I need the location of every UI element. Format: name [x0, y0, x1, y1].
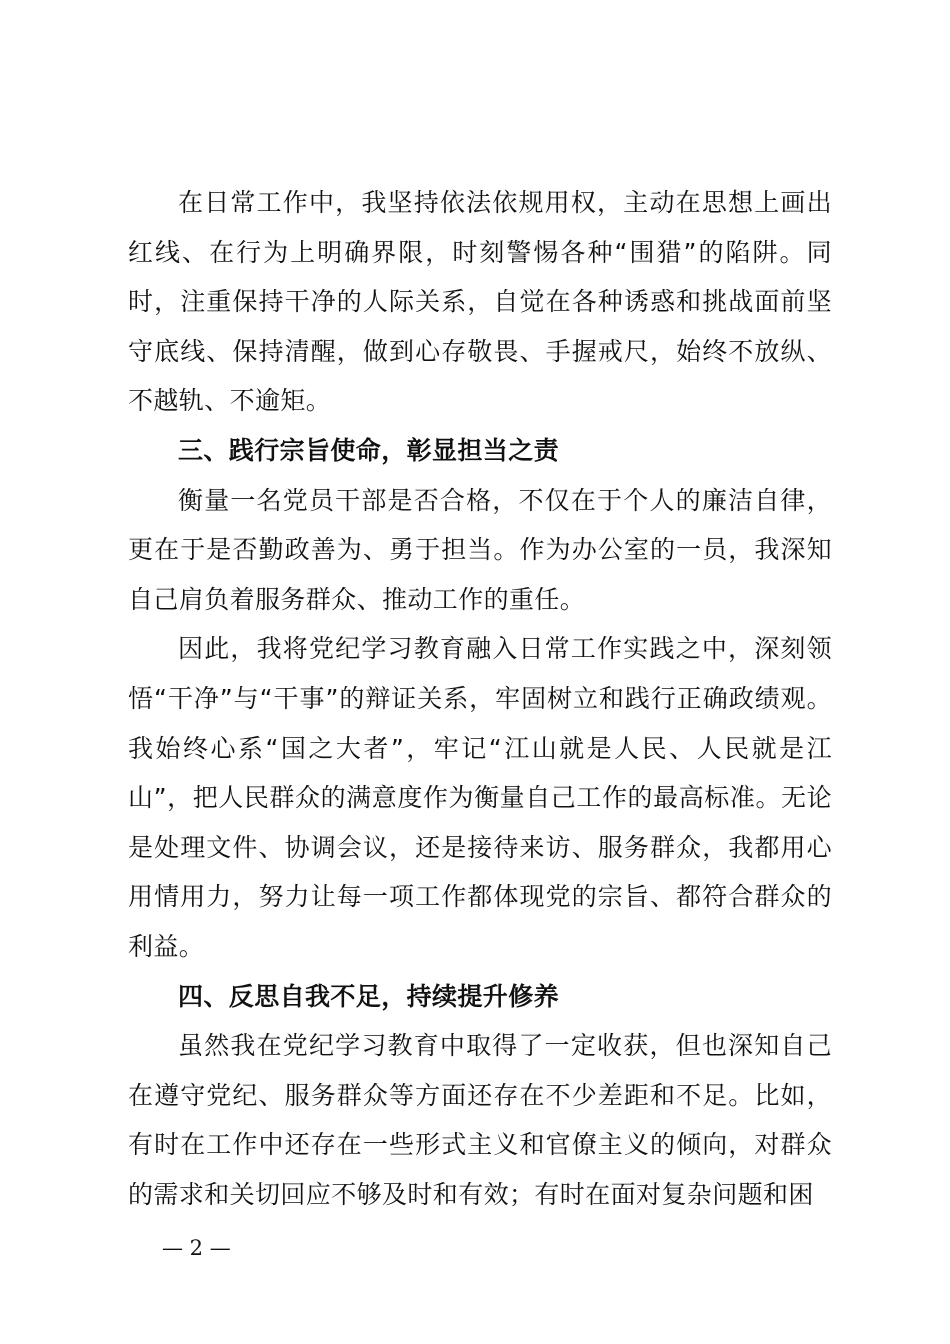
document-body — [128, 178, 832, 1219]
paragraph-qualified-cadre: 衡量一名党员干部是否合格，不仅在于个人的廉洁自律，更在于是否勤政善为、勇于担当。作为办公室的一员，我深知自己肩负着服务群众、推动工作的重任。 — [128, 485, 832, 614]
section-heading-three: 三、践行宗旨使命，彰显担当之责 — [178, 435, 560, 465]
paragraph-rule-of-law: 在日常工作中，我坚持依法依规用权，主动在思想上画出红线、在行为上明确界限，时刻警惕各种“围猎”的陷阱。同时，注重保持干净的人际关系，自觉在各种诱惑和挑战面前坚守底线、保持清醒，做到心存敬畏、手握戒尺，始终不放纵、不越轨、不逾矩。 — [128, 188, 832, 416]
page-number: — 2 — — [162, 1236, 231, 1260]
paragraph-self-reflection: 虽然我在党纪学习教育中取得了一定收获，但也深知自己在遵守党纪、服务群众等方面还存在不少差距和不足。比如，有时在工作中还存在一些形式主义和官僚主义的倾向，对群众的需求和关切回应不够及时和有效；有时在面对复杂问题和困 — [128, 1031, 832, 1209]
section-heading-four: 四、反思自我不足，持续提升修养 — [178, 981, 560, 1011]
paragraph-work-practice: 因此，我将党纪学习教育融入日常工作实践之中，深刻领悟“干净”与“干事”的辩证关系，牢固树立和践行正确政绩观。我始终心系“国之大者”，牢记“江山就是人民、人民就是江山”，把人民群众的满意度作为衡量自己工作的最高标准。无论是处理文件、协调会议，还是接待来访、服务群众，我都用心用情用力，努力让每一项工作都体现党的宗旨、都符合群众的利益。 — [128, 634, 832, 961]
